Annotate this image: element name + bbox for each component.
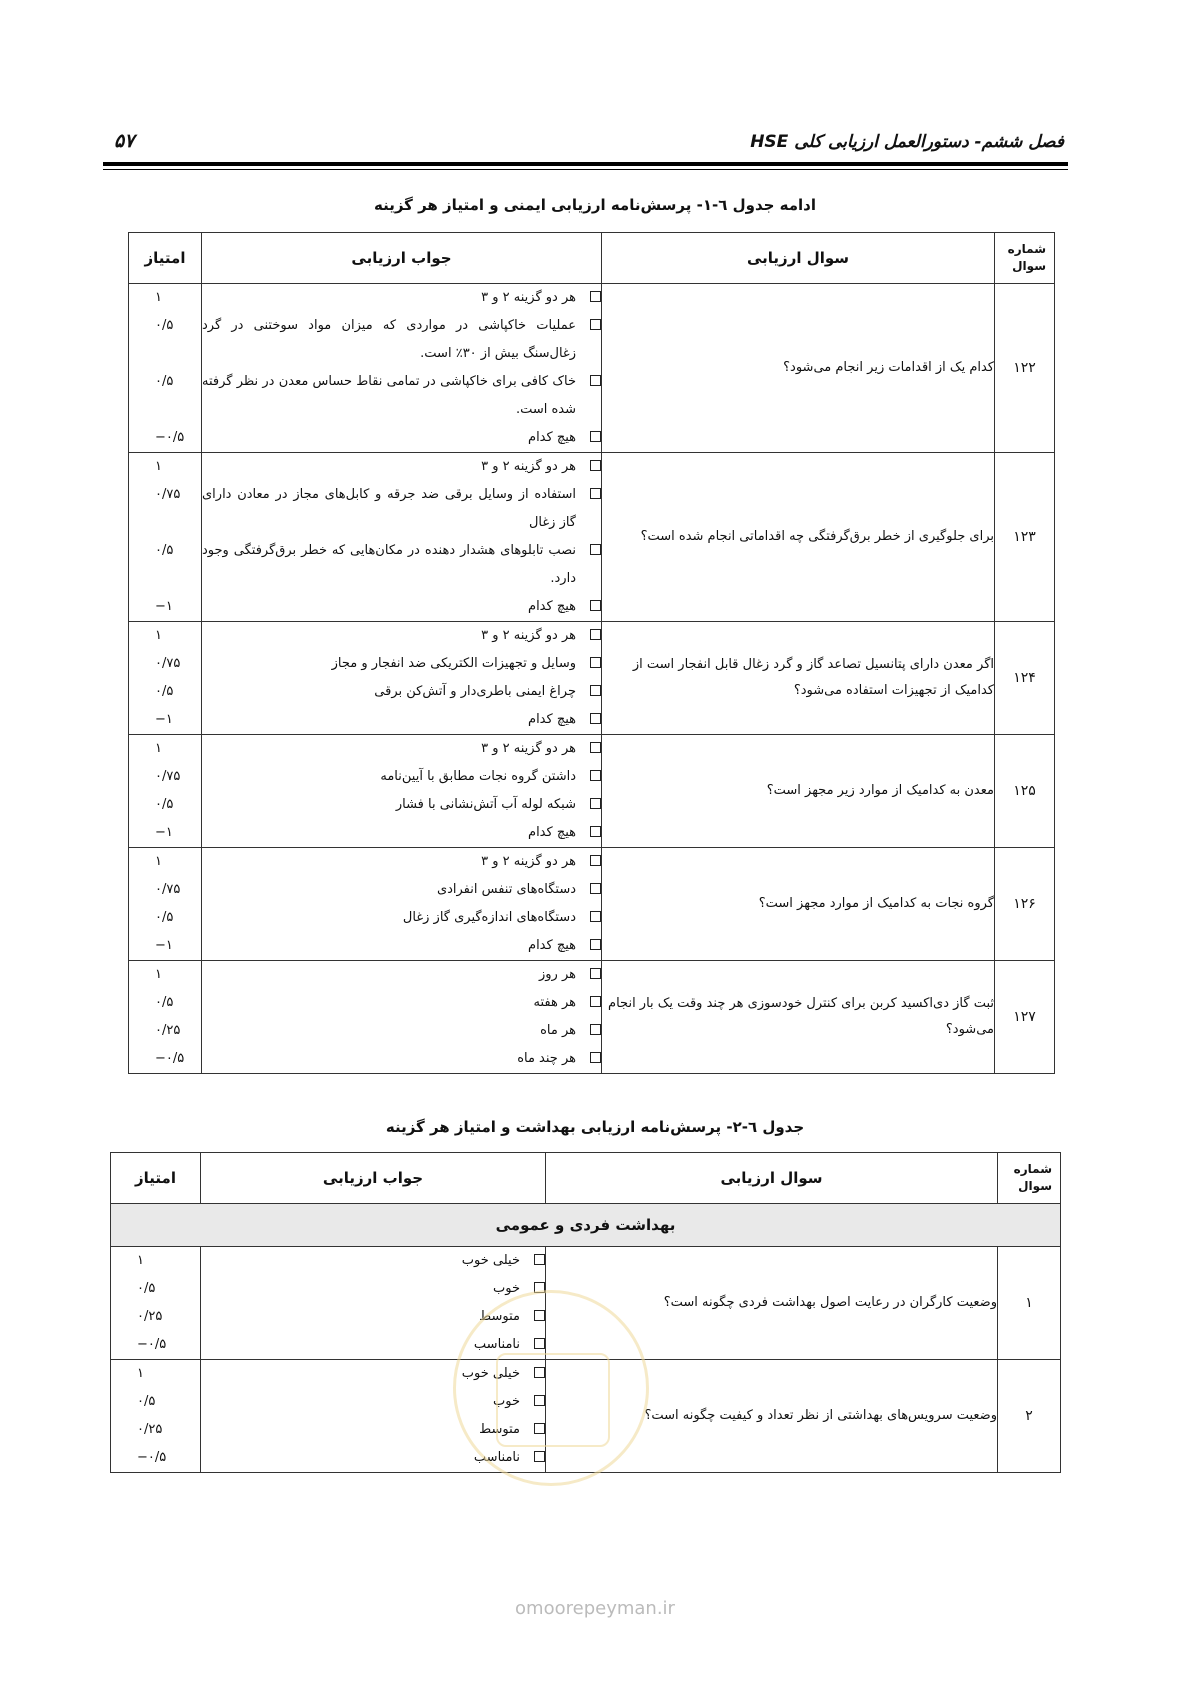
answer-option[interactable] (201, 1275, 545, 1303)
answer-option[interactable] (202, 424, 601, 452)
option-score: ۱ (155, 290, 162, 305)
score-column (111, 1360, 201, 1473)
option-label: دستگاه‌های اندازه‌گیری گاز زغال (402, 910, 576, 925)
table-row (129, 961, 1055, 1074)
option-label: خوب (493, 1394, 520, 1409)
checkbox-icon[interactable] (590, 826, 601, 837)
checkbox-icon[interactable] (590, 544, 601, 555)
option-label: خاک کافی برای خاکپاشی در تمامی نقاط حساس معدن در نظر گرفته شده است. (202, 374, 576, 417)
checkbox-icon[interactable] (590, 713, 601, 724)
answer-option[interactable] (202, 961, 601, 989)
checkbox-icon[interactable] (590, 996, 601, 1007)
answer-option[interactable] (202, 284, 601, 312)
chapter-title: فصل ششم- دستورالعمل ارزیابی کلی HSE (750, 132, 1064, 152)
option-score: ۰/۷۵ (155, 882, 181, 897)
option-label: عملیات خاکپاشی در مواردی که میزان مواد سوختنی در گرد زغال‌سنگ بیش از ۳۰٪ است. (202, 318, 576, 361)
answer-option[interactable] (202, 932, 601, 960)
option-score: ۱ (155, 741, 162, 756)
option-label: خوب (493, 1281, 520, 1296)
checkbox-icon[interactable] (590, 770, 601, 781)
answer-option[interactable] (202, 537, 601, 593)
header-answer: جواب ارزیابی (202, 233, 602, 284)
option-label: چراغ ایمنی باطری‌دار و آتش‌کن برقی (374, 684, 576, 699)
header-rule-thick (103, 162, 1068, 166)
answer-option[interactable] (202, 876, 601, 904)
option-label: خیلی خوب (461, 1253, 520, 1268)
checkbox-icon[interactable] (590, 1052, 601, 1063)
checkbox-icon[interactable] (590, 742, 601, 753)
score-column (129, 284, 202, 453)
option-label: متوسط (479, 1309, 520, 1324)
option-label: هر دو گزینه ۲ و ۳ (481, 741, 576, 756)
header-number: شماره سوال (998, 1153, 1061, 1204)
option-score: −۱ (155, 712, 173, 727)
answer-option[interactable] (202, 678, 601, 706)
score-column (129, 453, 202, 622)
header-number: شماره سوال (995, 233, 1055, 284)
header-answer: جواب ارزیابی (201, 1153, 546, 1204)
checkbox-icon[interactable] (590, 939, 601, 950)
option-label: نامناسب (473, 1450, 520, 1465)
answer-option[interactable] (202, 904, 601, 932)
question-number: ۱۲۴ (995, 622, 1055, 735)
answer-option[interactable] (202, 312, 601, 368)
checkbox-icon[interactable] (590, 431, 601, 442)
option-score: ۰/۲۵ (137, 1422, 163, 1437)
option-score: ۰/۵ (155, 684, 174, 699)
option-label: هیچ کدام (528, 938, 576, 953)
page-number: ۵۷ (114, 130, 135, 152)
option-label: شبکه لوله آب آتش‌نشانی با فشار (395, 797, 576, 812)
table-row (129, 735, 1055, 848)
answer-option[interactable] (202, 650, 601, 678)
option-score: ۰/۵ (137, 1281, 156, 1296)
option-label: متوسط (479, 1422, 520, 1437)
answer-options (202, 961, 602, 1074)
option-label: نامناسب (473, 1337, 520, 1352)
option-score: ۱ (137, 1366, 144, 1381)
section-row (111, 1204, 1061, 1247)
answer-option[interactable] (202, 763, 601, 791)
checkbox-icon[interactable] (590, 319, 601, 330)
answer-option[interactable] (202, 706, 601, 734)
option-label: استفاده از وسایل برقی ضد جرقه و کابل‌های مجاز در معادن دارای گاز زغال (202, 487, 576, 530)
checkbox-icon[interactable] (590, 488, 601, 499)
option-label: هر روز (539, 967, 576, 982)
option-label: هر دو گزینه ۲ و ۳ (481, 854, 576, 869)
table1-caption: ادامه جدول ٦-١- پرسش‌نامه ارزیابی ایمنی و امتیاز هر گزینه (373, 196, 817, 214)
option-score: ۱ (155, 459, 162, 474)
question-number: ۱ (998, 1247, 1061, 1360)
question-number: ۲ (998, 1360, 1061, 1473)
option-score: ۰/۷۵ (155, 487, 181, 502)
answer-option[interactable] (202, 593, 601, 621)
checkbox-icon[interactable] (590, 798, 601, 809)
table-row (129, 848, 1055, 961)
question-text: ثبت گاز دی‌اکسید کربن برای کنترل خودسوزی هر چند وقت یک بار انجام می‌شود؟ (602, 961, 995, 1074)
question-text: گروه نجات به کدامیک از موارد مجهز است؟ (602, 848, 995, 961)
option-label: هر دو گزینه ۲ و ۳ (481, 290, 576, 305)
answer-option[interactable] (202, 1045, 601, 1073)
option-score: −۰/۵ (137, 1337, 167, 1352)
answer-option[interactable] (202, 791, 601, 819)
option-score: ۰/۲۵ (137, 1309, 163, 1324)
answer-options (202, 453, 602, 622)
checkbox-icon[interactable] (590, 600, 601, 611)
option-label: هر چند ماه (517, 1051, 576, 1066)
answer-option[interactable] (201, 1247, 545, 1275)
answer-option[interactable] (202, 848, 601, 876)
answer-option[interactable] (202, 735, 601, 763)
question-text: وضعیت سرویس‌های بهداشتی از نظر تعداد و کیفیت چگونه است؟ (546, 1360, 998, 1473)
answer-options (202, 848, 602, 961)
option-label: هیچ کدام (528, 599, 576, 614)
header-question: سوال ارزیابی (602, 233, 995, 284)
question-text: وضعیت کارگران در رعایت اصول بهداشت فردی چگونه است؟ (546, 1247, 998, 1360)
header-rule-thin (103, 169, 1068, 170)
checkbox-icon[interactable] (590, 968, 601, 979)
table-row (129, 453, 1055, 622)
checkbox-icon[interactable] (590, 855, 601, 866)
answer-option[interactable] (202, 1017, 601, 1045)
option-score: ۱ (155, 854, 162, 869)
option-label: هر دو گزینه ۲ و ۳ (481, 459, 576, 474)
option-label: دستگاه‌های تنفس انفرادی (436, 882, 576, 897)
question-text: اگر معدن دارای پتانسیل تصاعد گاز و گرد زغال قابل انفجار است از کدامیک از تجهیزات استفاده می‌شود؟ (602, 622, 995, 735)
score-column (129, 735, 202, 848)
checkbox-icon[interactable] (534, 1254, 545, 1265)
score-column (129, 622, 202, 735)
option-label: خیلی خوب (461, 1366, 520, 1381)
question-number: ۱۲۶ (995, 848, 1055, 961)
question-number: ۱۲۵ (995, 735, 1055, 848)
option-score: ۰/۵ (137, 1394, 156, 1409)
section-title: بهداشت فردی و عمومی (111, 1204, 1061, 1247)
header-score: امتیاز (111, 1153, 201, 1204)
page-header (100, 128, 1070, 164)
option-score: −۰/۵ (155, 1051, 185, 1066)
option-score: ۰/۵ (155, 910, 174, 925)
answer-options (202, 284, 602, 453)
answer-options (202, 735, 602, 848)
question-text: برای جلوگیری از خطر برق‌گرفتگی چه اقداماتی انجام شده است؟ (602, 453, 995, 622)
option-score: ۰/۷۵ (155, 769, 181, 784)
option-label: نصب تابلوهای هشدار دهنده در مکان‌هایی که خطر برق‌گرفتگی وجود دارد. (202, 543, 576, 586)
score-column (129, 961, 202, 1074)
option-label: هر دو گزینه ۲ و ۳ (481, 628, 576, 643)
option-score: ۰/۵ (155, 995, 174, 1010)
option-label: هیچ کدام (528, 712, 576, 727)
option-score: −۰/۵ (137, 1450, 167, 1465)
option-score: ۰/۵ (155, 797, 174, 812)
checkbox-icon[interactable] (590, 883, 601, 894)
question-text: معدن به کدامیک از موارد زیر مجهز است؟ (602, 735, 995, 848)
option-score: ۰/۷۵ (155, 656, 181, 671)
checkbox-icon[interactable] (590, 460, 601, 471)
question-number: ۱۲۳ (995, 453, 1055, 622)
question-number: ۱۲۷ (995, 961, 1055, 1074)
answer-options (202, 622, 602, 735)
question-text: کدام یک از اقدامات زیر انجام می‌شود؟ (602, 284, 995, 453)
table-row (129, 622, 1055, 735)
answer-option[interactable] (202, 989, 601, 1017)
score-column (111, 1247, 201, 1360)
option-label: هر هفته (533, 995, 576, 1010)
checkbox-icon[interactable] (590, 685, 601, 696)
option-label: هر ماه (540, 1023, 576, 1038)
watermark-seal (453, 1290, 649, 1486)
table-header-row (129, 233, 1055, 284)
option-score: ۱ (155, 628, 162, 643)
answer-option[interactable] (202, 819, 601, 847)
answer-option[interactable] (202, 622, 601, 650)
option-label: هیچ کدام (528, 430, 576, 445)
checkbox-icon[interactable] (590, 291, 601, 302)
safety-questionnaire-table (128, 232, 1055, 1074)
option-label: داشتن گروه نجات مطابق با آیین‌نامه (380, 769, 576, 784)
option-score: −۱ (155, 825, 173, 840)
checkbox-icon[interactable] (590, 657, 601, 668)
option-score: −۱ (155, 938, 173, 953)
option-score: −۱ (155, 599, 173, 614)
option-score: ۰/۲۵ (155, 1023, 181, 1038)
checkbox-icon[interactable] (590, 1024, 601, 1035)
option-label: وسایل و تجهیزات الکتریکی ضد انفجار و مجاز (331, 656, 576, 671)
option-score: ۰/۵ (155, 318, 174, 333)
header-question: سوال ارزیابی (546, 1153, 998, 1204)
checkbox-icon[interactable] (590, 911, 601, 922)
answer-option[interactable] (202, 368, 601, 424)
table-header-row (111, 1153, 1061, 1204)
option-score: −۰/۵ (155, 430, 185, 445)
checkbox-icon[interactable] (590, 375, 601, 386)
option-label: هیچ کدام (528, 825, 576, 840)
table-row (129, 284, 1055, 453)
option-score: ۱ (137, 1253, 144, 1268)
score-column (129, 848, 202, 961)
option-score: ۰/۵ (155, 374, 174, 389)
checkbox-icon[interactable] (590, 629, 601, 640)
option-score: ۱ (155, 967, 162, 982)
footer-website: omoorepeyman.ir (515, 1598, 675, 1619)
answer-option[interactable] (202, 481, 601, 537)
question-number: ۱۲۲ (995, 284, 1055, 453)
option-score: ۰/۵ (155, 543, 174, 558)
table2-caption: جدول ٦-٢- پرسش‌نامه ارزیابی بهداشت و امتیاز هر گزینه (385, 1118, 805, 1136)
header-score: امتیاز (129, 233, 202, 284)
answer-option[interactable] (202, 453, 601, 481)
